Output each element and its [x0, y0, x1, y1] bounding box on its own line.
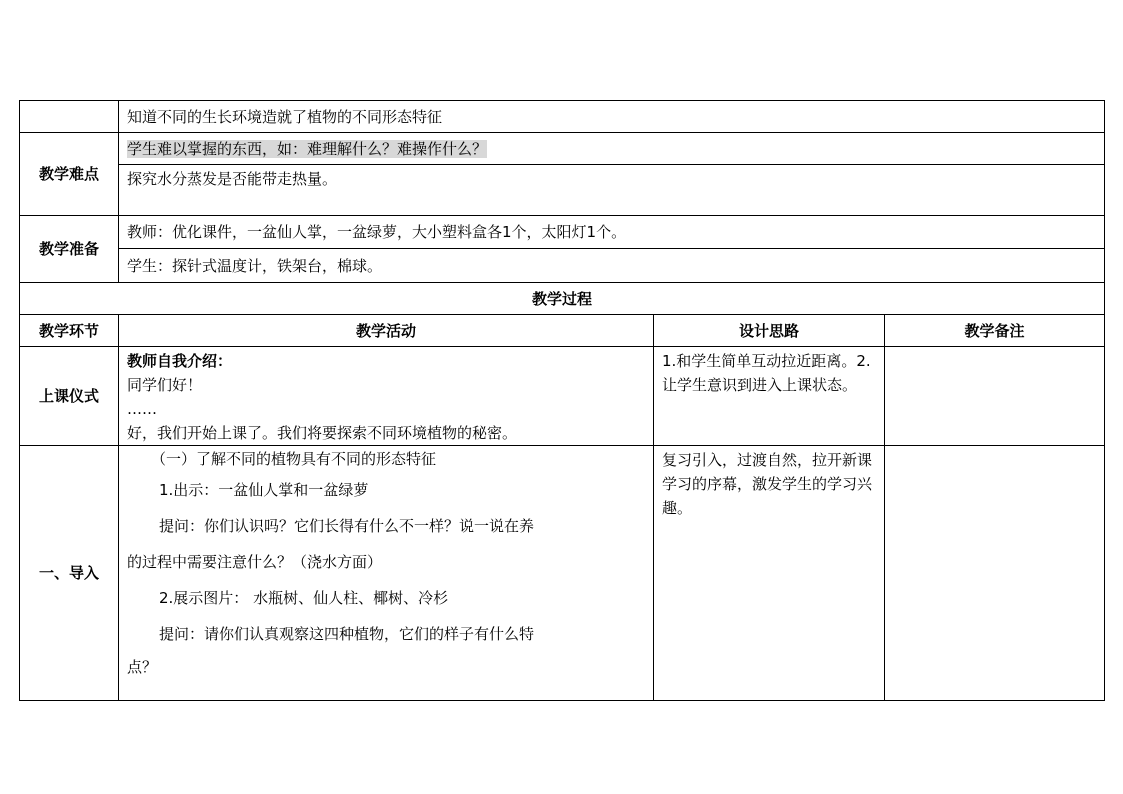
difficulty-row-1 — [20, 133, 1105, 165]
activity-line: …… — [127, 400, 157, 418]
activity-line: 同学们好！ — [127, 376, 203, 394]
activity-title: 教师自我介绍： — [127, 352, 233, 370]
difficulty-row-2 — [20, 165, 1105, 216]
preparation-row-1 — [20, 216, 1105, 249]
objective-text: 知道不同的生长环境造就了植物的不同形态特征 — [119, 101, 1105, 133]
header-design: 设计思路 — [654, 315, 885, 347]
notes-cell — [885, 446, 1105, 701]
table-row — [20, 347, 1105, 446]
activity-line: 好，我们开始上课了。我们将要探索不同环境植物的秘密。 — [127, 424, 518, 442]
activity-line: 1.出示：一盆仙人掌和一盆绿萝 — [159, 481, 369, 499]
design-cell: 1.和学生简单互动拉近距离。2.让学生意识到进入上课状态。 — [654, 347, 885, 446]
activity-cell — [119, 446, 654, 701]
objective-row — [20, 101, 1105, 133]
header-notes: 教学备注 — [885, 315, 1105, 347]
stage-cell: 一、导入 — [20, 446, 119, 701]
stage-cell: 上课仪式 — [20, 347, 119, 446]
header-stage: 教学环节 — [20, 315, 119, 347]
notes-cell — [885, 347, 1105, 446]
activity-line: 2.展示图片： 水瓶树、仙人柱、椰树、冷杉 — [159, 589, 449, 607]
activity-line: 提问：你们认识吗？它们长得有什么不一样？说一说在养 — [159, 517, 535, 535]
difficulty-label: 教学难点 — [20, 133, 119, 216]
preparation-row-2 — [20, 249, 1105, 283]
activity-line: 点？ — [127, 658, 158, 676]
design-cell: 复习引入，过渡自然，拉开新课学习的序幕，激发学生的学习兴趣。 — [654, 446, 885, 701]
difficulty-text: 探究水分蒸发是否能带走热量。 — [119, 165, 1105, 216]
process-title: 教学过程 — [20, 283, 1105, 315]
header-row — [20, 315, 1105, 347]
activity-line: 提问：请你们认真观察这四种植物，它们的样子有什么特 — [159, 625, 535, 643]
activity-line: （一）了解不同的植物具有不同的形态特征 — [151, 450, 437, 468]
activity-cell — [119, 347, 654, 446]
table-row — [20, 446, 1105, 701]
preparation-teacher: 教师：优化课件，一盆仙人掌，一盆绿萝，大小塑料盒各1个，太阳灯1个。 — [119, 216, 1105, 249]
header-activity: 教学活动 — [119, 315, 654, 347]
lesson-plan-table — [19, 100, 1105, 701]
objective-label-cell — [20, 101, 119, 133]
difficulty-highlighted-text: 学生难以掌握的东西，如：难理解什么？难操作什么？ — [127, 139, 488, 158]
activity-line: 的过程中需要注意什么？（浇水方面） — [127, 553, 383, 571]
preparation-student: 学生：探针式温度计，铁架台，棉球。 — [119, 249, 1105, 283]
process-title-row — [20, 283, 1105, 315]
preparation-label: 教学准备 — [20, 216, 119, 283]
